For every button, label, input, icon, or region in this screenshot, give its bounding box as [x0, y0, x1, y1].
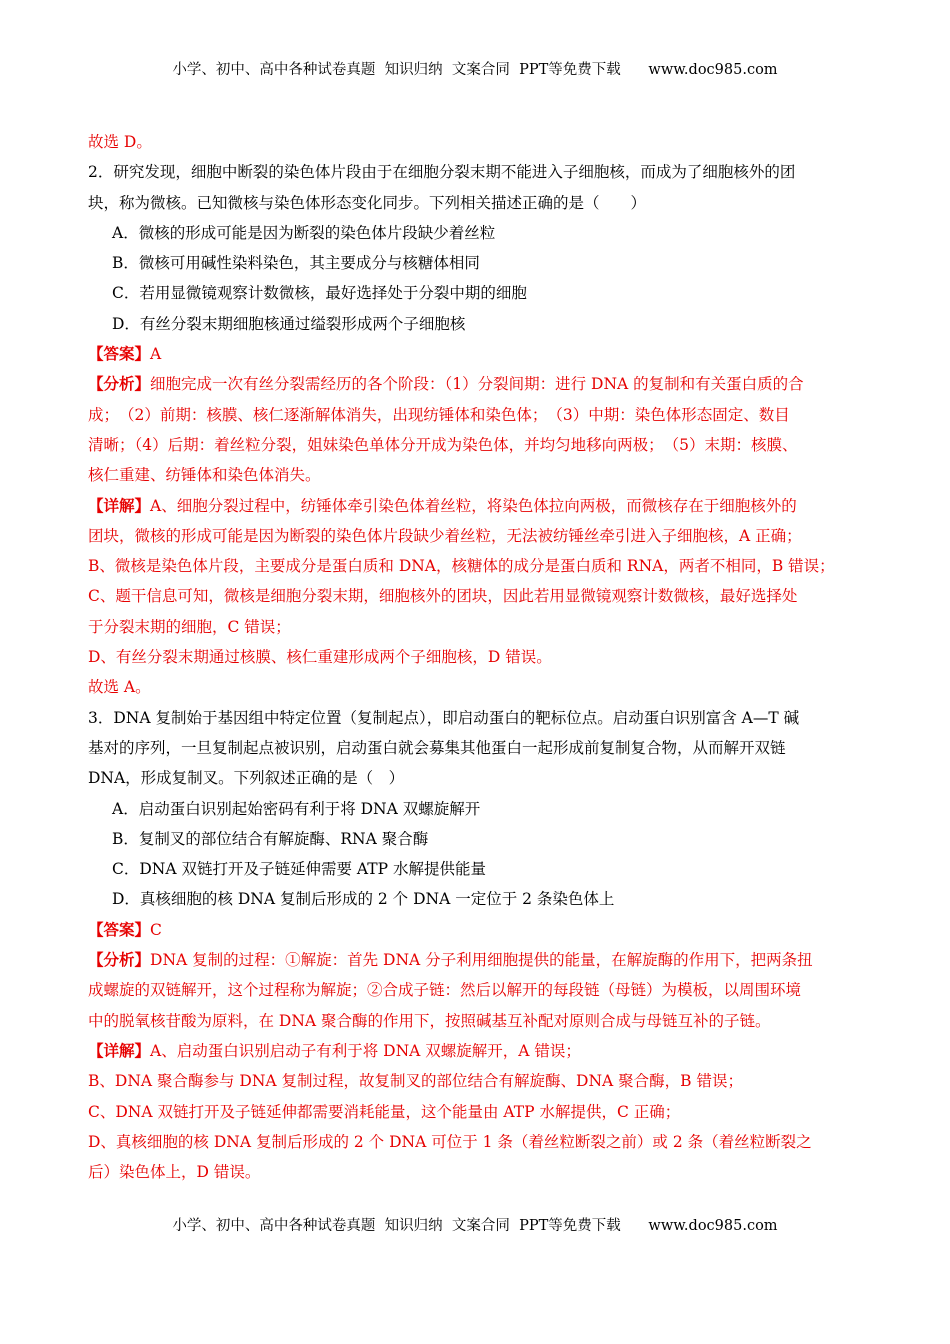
- line-text: 细胞完成一次有丝分裂需经历的各个阶段：（1）分裂间期：进行 DNA 的复制和有关蛋白质的合: [150, 375, 804, 394]
- line-text: 故选 A。: [88, 678, 151, 697]
- line-text: A、细胞分裂过程中，纺锤体牵引染色体着丝粒，将染色体拉向两极，而微核存在于细胞核外的: [150, 496, 797, 515]
- section-tag: 【分析】: [88, 374, 151, 394]
- text-line: [88, 309, 863, 339]
- line-text: D、有丝分裂末期通过核膜、核仁重建形成两个子细胞核，D 错误。: [88, 648, 552, 667]
- text-line: [88, 430, 863, 460]
- section-tag: 【答案】: [88, 919, 151, 939]
- line-text: B．复制叉的部位结合有解旋酶、RNA 聚合酶: [112, 829, 429, 848]
- line-text: 基对的序列，一旦复制起点被识别，启动蛋白就会募集其他蛋白一起形成前复制复合物，从而解开双链: [88, 738, 786, 757]
- line-text: D．真核细胞的核 DNA 复制后形成的 2 个 DNA 一定位于 2 条染色体上: [112, 890, 615, 909]
- line-text: 核仁重建、纺锤体和染色体消失。: [88, 466, 321, 485]
- line-text: 成； （2）前期：核膜、核仁逐渐解体消失，出现纺锤体和染色体； （3）中期：染色体形态固定、数目: [88, 405, 790, 424]
- text-line: [88, 1157, 863, 1187]
- text-line: [88, 794, 863, 824]
- text-line: [88, 460, 863, 490]
- line-text: D．有丝分裂末期细胞核通过缢裂形成两个子细胞核: [112, 314, 466, 333]
- line-text: B、微核是染色体片段，主要成分是蛋白质和 DNA，核糖体的成分是蛋白质和 RNA，两者不相同，B 错误；: [88, 557, 835, 576]
- text-line: [88, 339, 863, 369]
- line-text: 后）染色体上，D 错误。: [88, 1163, 261, 1182]
- page-footer: 小学、初中、高中各种试卷真题 知识归纳 文案合同 PPT等免费下载 www.doc985.com: [172, 1218, 778, 1234]
- line-text: A．启动蛋白识别起始密码有利于将 DNA 双螺旋解开: [112, 799, 481, 818]
- line-text: C．若用显微镜观察计数微核，最好选择处于分裂中期的细胞: [112, 284, 527, 303]
- line-text: 中的脱氧核苷酸为原料，在 DNA 聚合酶的作用下，按照碱基互补配对原则合成与母链互补的子链。: [88, 1011, 771, 1030]
- line-text: A．微核的形成可能是因为断裂的染色体片段缺少着丝粒: [112, 223, 496, 242]
- text-line: [88, 1097, 863, 1127]
- section-tag: 【答案】: [88, 344, 151, 364]
- text-line: [88, 188, 863, 218]
- line-text: 3．DNA 复制始于基因组中特定位置（复制起点），即启动蛋白的靶标位点。启动蛋白识别富含 A—T 碱: [88, 708, 800, 727]
- text-line: [88, 1036, 863, 1066]
- line-text: C: [150, 920, 162, 939]
- line-text: B．微核可用碱性染料染色，其主要成分与核糖体相同: [112, 254, 480, 273]
- line-text: 块，称为微核。已知微核与染色体形态变化同步。下列相关描述正确的是（ ）: [88, 193, 647, 212]
- text-line: [88, 157, 863, 187]
- document-body: [88, 127, 863, 1187]
- line-text: A: [150, 345, 162, 364]
- text-line: [88, 400, 863, 430]
- text-line: [88, 824, 863, 854]
- text-line: [88, 1066, 863, 1096]
- line-text: C、DNA 双链打开及子链延伸都需要消耗能量，这个能量由 ATP 水解提供，C 正确；: [88, 1102, 681, 1121]
- text-line: [88, 551, 863, 581]
- text-line: [88, 672, 863, 702]
- text-line: [88, 642, 863, 672]
- line-text: 成螺旋的双链解开，这个过程称为解旋；②合成子链：然后以解开的每段链（母链）为模板，以周围环境: [88, 981, 802, 1000]
- line-text: C．DNA 双链打开及子链延伸需要 ATP 水解提供能量: [112, 860, 486, 879]
- line-text: 故选 D。: [88, 133, 152, 151]
- line-text: DNA，形成复制叉。下列叙述正确的是（ ）: [88, 769, 405, 788]
- text-line: [88, 945, 863, 975]
- section-tag: 【详解】: [88, 1040, 151, 1060]
- line-text: 清晰；（4）后期：着丝粒分裂，姐妹染色单体分开成为染色体，并均匀地移向两极； （5）末期：核膜、: [88, 435, 798, 454]
- text-line: [88, 854, 863, 884]
- line-text: D、真核细胞的核 DNA 复制后形成的 2 个 DNA 可位于 1 条（着丝粒断裂之前）或 2 条（着丝粒断裂之: [88, 1132, 812, 1151]
- text-line: [88, 975, 863, 1005]
- text-line: [88, 581, 863, 611]
- text-line: [88, 612, 863, 642]
- line-text: A、启动蛋白识别启动子有利于将 DNA 双螺旋解开，A 错误；: [150, 1041, 581, 1060]
- text-line: [88, 127, 863, 157]
- section-tag: 【分析】: [88, 950, 151, 970]
- text-line: [88, 278, 863, 308]
- text-line: [88, 733, 863, 763]
- text-line: [88, 369, 863, 399]
- line-text: 于分裂末期的细胞，C 错误；: [88, 617, 291, 636]
- text-line: [88, 491, 863, 521]
- line-text: B、DNA 聚合酶参与 DNA 复制过程，故复制叉的部位结合有解旋酶、DNA 聚合酶，B 错误；: [88, 1072, 743, 1091]
- section-tag: 【详解】: [88, 495, 151, 515]
- text-line: [88, 248, 863, 278]
- text-line: [88, 703, 863, 733]
- text-line: [88, 218, 863, 248]
- text-line: [88, 1006, 863, 1036]
- line-text: DNA 复制的过程：①解旋：首先 DNA 分子利用细胞提供的能量，在解旋酶的作用下，把两条扭: [150, 951, 813, 970]
- text-line: [88, 521, 863, 551]
- line-text: 2．研究发现，细胞中断裂的染色体片段由于在细胞分裂末期不能进入子细胞核，而成为了细胞核外的团: [88, 163, 796, 182]
- text-line: [88, 884, 863, 914]
- text-line: [88, 763, 863, 793]
- page-header: 小学、初中、高中各种试卷真题 知识归纳 文案合同 PPT等免费下载 www.doc985.com: [172, 62, 778, 78]
- line-text: 团块，微核的形成可能是因为断裂的染色体片段缺少着丝粒，无法被纺锤丝牵引进入子细胞核，A 正确；: [88, 526, 802, 545]
- text-line: [88, 1127, 863, 1157]
- line-text: C、题干信息可知，微核是细胞分裂末期，细胞核外的团块，因此若用显微镜观察计数微核，最好选择处: [88, 587, 798, 606]
- text-line: [88, 915, 863, 945]
